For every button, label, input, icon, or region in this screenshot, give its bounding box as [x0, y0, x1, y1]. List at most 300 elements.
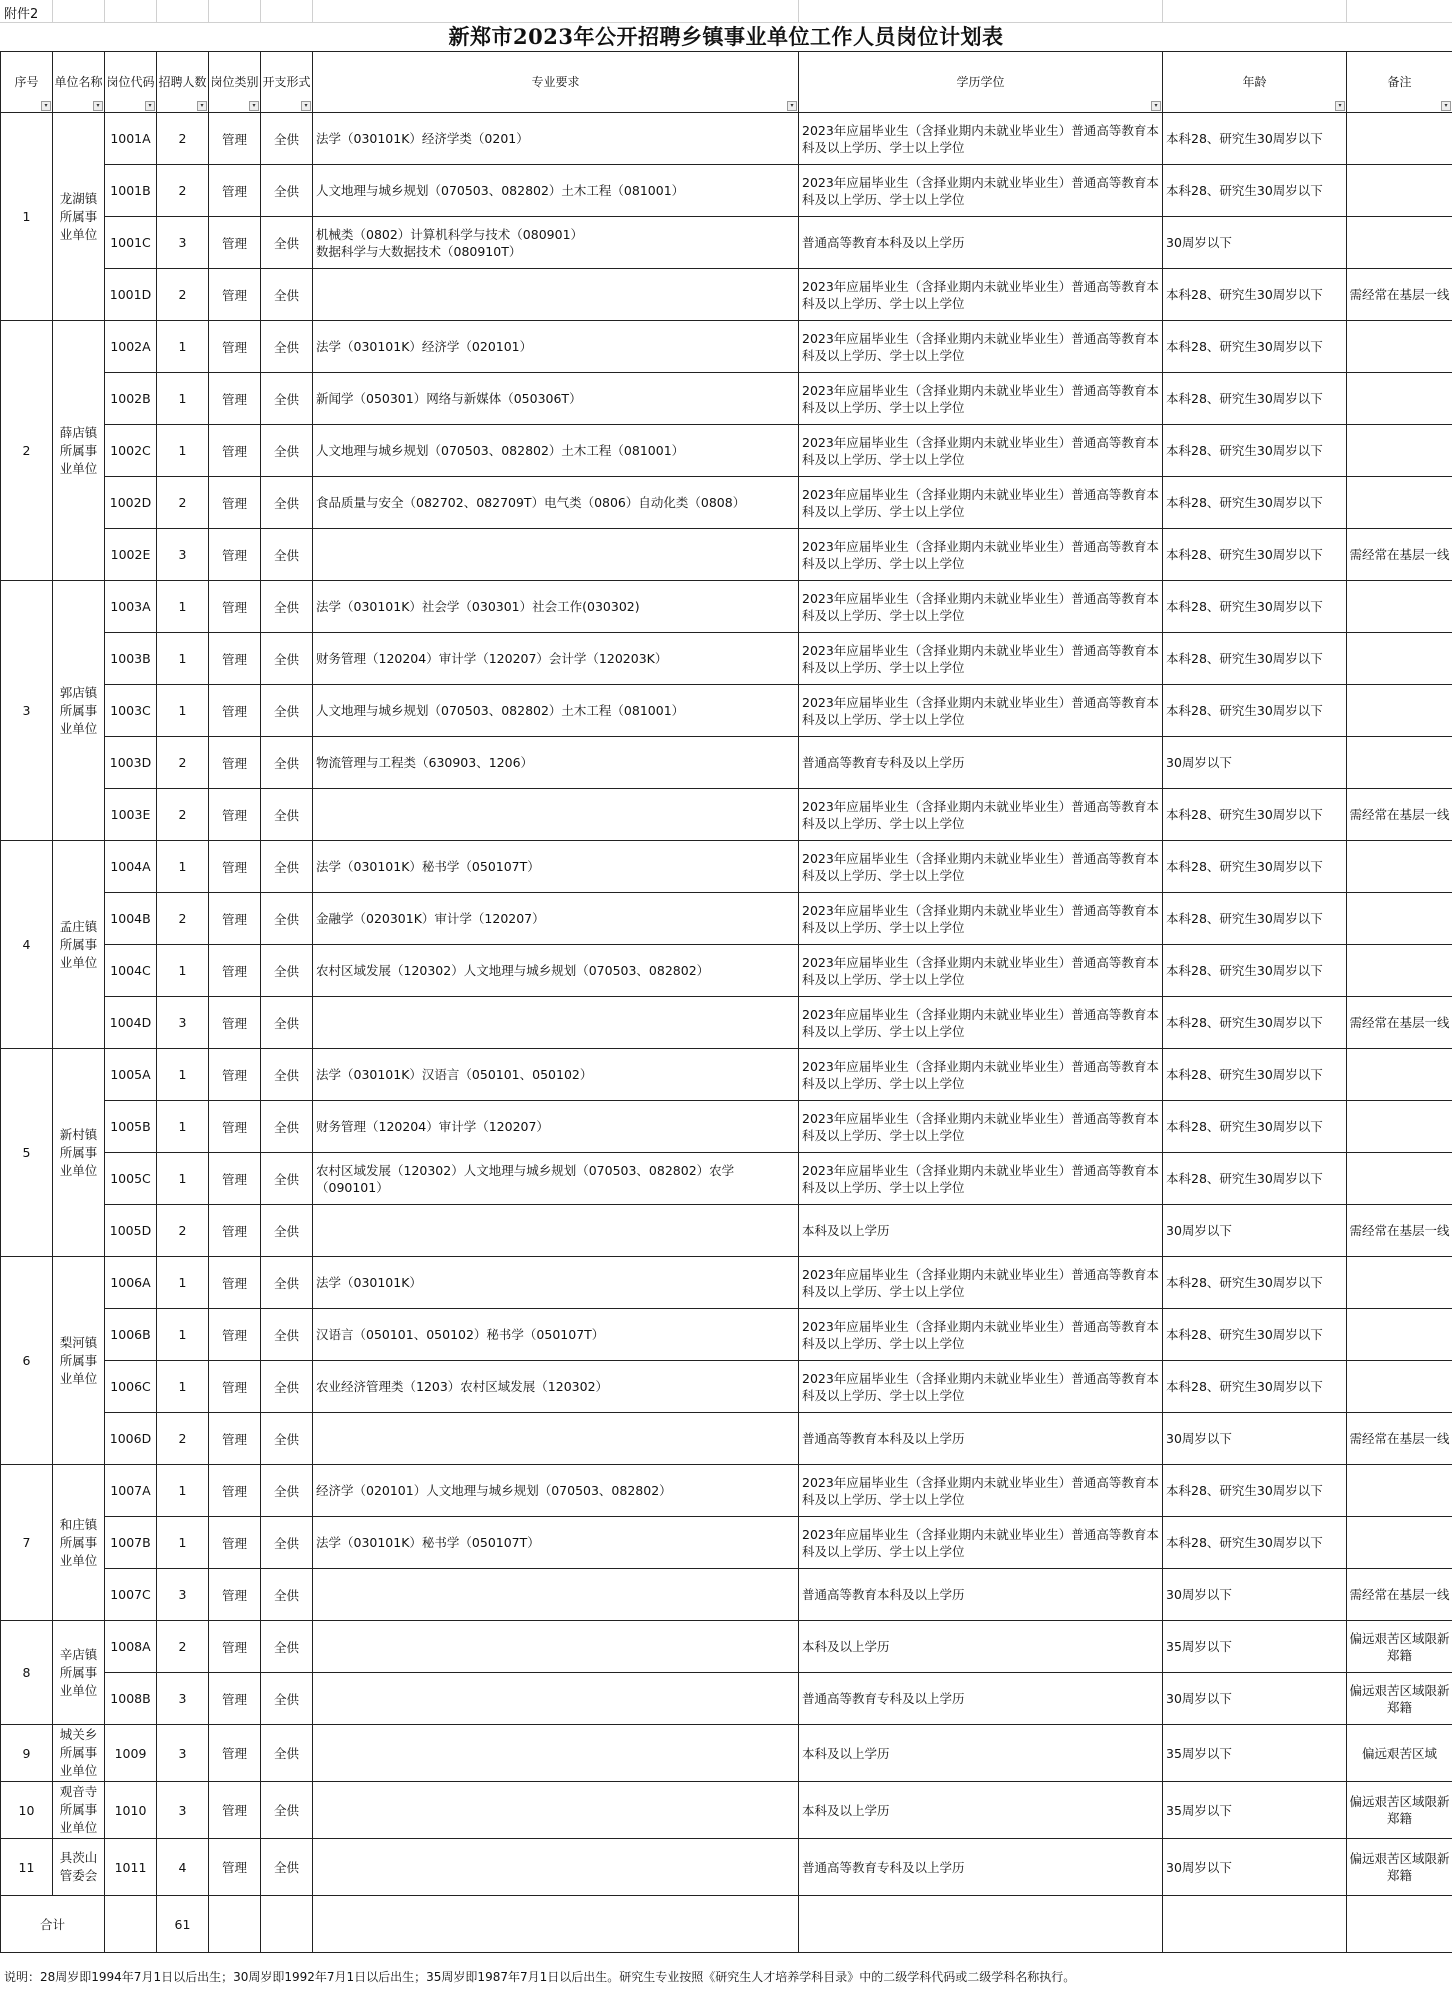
cell-position-code[interactable]: 1003B — [105, 633, 157, 685]
cell-category[interactable]: 管理 — [209, 1153, 261, 1205]
cell-hire-count[interactable]: 1 — [157, 1257, 209, 1309]
cell-empty[interactable] — [1163, 1896, 1347, 1953]
cell-unit-name[interactable]: 龙湖镇所属事业单位 — [53, 113, 105, 321]
cell-major[interactable] — [313, 1839, 799, 1896]
cell-position-code[interactable]: 1010 — [105, 1782, 157, 1839]
cell-major[interactable]: 新闻学（050301）网络与新媒体（050306T） — [313, 373, 799, 425]
cell-note[interactable] — [1347, 685, 1452, 737]
cell-empty[interactable] — [313, 1896, 799, 1953]
cell-unit-name[interactable]: 城关乡所属事业单位 — [53, 1725, 105, 1782]
cell-major[interactable] — [313, 529, 799, 581]
cell-note[interactable] — [1347, 581, 1452, 633]
cell-seq[interactable]: 10 — [1, 1782, 53, 1839]
cell-funding[interactable]: 全供 — [261, 1309, 313, 1361]
cell-hire-count[interactable]: 3 — [157, 1569, 209, 1621]
cell-category[interactable]: 管理 — [209, 1725, 261, 1782]
cell-position-code[interactable]: 1001A — [105, 113, 157, 165]
cell-hire-count[interactable]: 3 — [157, 997, 209, 1049]
cell-unit-name[interactable]: 新村镇所属事业单位 — [53, 1049, 105, 1257]
cell-age[interactable]: 35周岁以下 — [1163, 1782, 1347, 1839]
cell-position-code[interactable]: 1005B — [105, 1101, 157, 1153]
cell-funding[interactable]: 全供 — [261, 789, 313, 841]
cell-hire-count[interactable]: 1 — [157, 945, 209, 997]
cell-hire-count[interactable]: 1 — [157, 373, 209, 425]
cell-funding[interactable]: 全供 — [261, 165, 313, 217]
cell-funding[interactable]: 全供 — [261, 217, 313, 269]
cell-funding[interactable]: 全供 — [261, 425, 313, 477]
cell-major[interactable]: 农业经济管理类（1203）农村区域发展（120302） — [313, 1361, 799, 1413]
cell-seq[interactable]: 6 — [1, 1257, 53, 1465]
cell-funding[interactable]: 全供 — [261, 269, 313, 321]
cell-hire-count[interactable]: 2 — [157, 1621, 209, 1673]
cell-position-code[interactable]: 1007B — [105, 1517, 157, 1569]
cell-seq[interactable]: 8 — [1, 1621, 53, 1725]
cell-major[interactable]: 经济学（020101）人文地理与城乡规划（070503、082802） — [313, 1465, 799, 1517]
cell-age[interactable]: 30周岁以下 — [1163, 1205, 1347, 1257]
header-count[interactable] — [157, 52, 209, 113]
cell-empty[interactable] — [261, 1896, 313, 1953]
cell-hire-count[interactable]: 3 — [157, 217, 209, 269]
cell-major[interactable]: 金融学（020301K）审计学（120207） — [313, 893, 799, 945]
cell-funding[interactable]: 全供 — [261, 581, 313, 633]
header-major[interactable] — [313, 52, 799, 113]
cell-category[interactable]: 管理 — [209, 1309, 261, 1361]
cell-note[interactable]: 需经常在基层一线 — [1347, 789, 1452, 841]
cell-funding[interactable]: 全供 — [261, 1049, 313, 1101]
cell-hire-count[interactable]: 2 — [157, 1413, 209, 1465]
cell-position-code[interactable]: 1002A — [105, 321, 157, 373]
cell-age[interactable]: 本科28、研究生30周岁以下 — [1163, 633, 1347, 685]
cell-note[interactable]: 偏远艰苦区域限新郑籍 — [1347, 1673, 1452, 1725]
cell-note[interactable]: 需经常在基层一线 — [1347, 997, 1452, 1049]
cell-note[interactable] — [1347, 1049, 1452, 1101]
dropdown-filter-icon[interactable]: ▾ — [93, 101, 103, 111]
cell-age[interactable]: 本科28、研究生30周岁以下 — [1163, 477, 1347, 529]
cell-education[interactable]: 2023年应届毕业生（含择业期内未就业毕业生）普通高等教育本科及以上学历、学士以上学位 — [799, 269, 1163, 321]
header-education[interactable] — [799, 52, 1163, 113]
cell-education[interactable]: 普通高等教育本科及以上学历 — [799, 1569, 1163, 1621]
cell-note[interactable] — [1347, 425, 1452, 477]
cell-funding[interactable]: 全供 — [261, 1413, 313, 1465]
cell-position-code[interactable]: 1003E — [105, 789, 157, 841]
cell-category[interactable]: 管理 — [209, 997, 261, 1049]
cell-major[interactable] — [313, 1725, 799, 1782]
cell-major[interactable]: 食品质量与安全（082702、082709T）电气类（0806）自动化类（0808） — [313, 477, 799, 529]
cell-category[interactable]: 管理 — [209, 737, 261, 789]
cell-major[interactable] — [313, 1673, 799, 1725]
cell-note[interactable] — [1347, 165, 1452, 217]
cell-education[interactable]: 普通高等教育本科及以上学历 — [799, 217, 1163, 269]
cell-note[interactable]: 需经常在基层一线 — [1347, 269, 1452, 321]
cell-note[interactable]: 需经常在基层一线 — [1347, 529, 1452, 581]
cell-note[interactable] — [1347, 1101, 1452, 1153]
cell-category[interactable]: 管理 — [209, 581, 261, 633]
cell-major[interactable]: 法学（030101K）秘书学（050107T） — [313, 1517, 799, 1569]
cell-position-code[interactable]: 1003A — [105, 581, 157, 633]
cell-category[interactable]: 管理 — [209, 477, 261, 529]
cell-major[interactable] — [313, 1569, 799, 1621]
cell-age[interactable]: 本科28、研究生30周岁以下 — [1163, 789, 1347, 841]
cell-age[interactable]: 30周岁以下 — [1163, 1413, 1347, 1465]
cell-empty[interactable] — [799, 1896, 1163, 1953]
cell-seq[interactable]: 7 — [1, 1465, 53, 1621]
cell-age[interactable]: 本科28、研究生30周岁以下 — [1163, 269, 1347, 321]
cell-major[interactable] — [313, 1621, 799, 1673]
cell-hire-count[interactable]: 2 — [157, 893, 209, 945]
cell-major[interactable] — [313, 269, 799, 321]
cell-funding[interactable]: 全供 — [261, 1205, 313, 1257]
cell-category[interactable]: 管理 — [209, 1839, 261, 1896]
cell-education[interactable]: 本科及以上学历 — [799, 1205, 1163, 1257]
cell-position-code[interactable]: 1006A — [105, 1257, 157, 1309]
cell-note[interactable] — [1347, 1465, 1452, 1517]
cell-funding[interactable]: 全供 — [261, 113, 313, 165]
cell-hire-count[interactable]: 3 — [157, 1673, 209, 1725]
cell-age[interactable]: 本科28、研究生30周岁以下 — [1163, 1153, 1347, 1205]
cell-education[interactable]: 2023年应届毕业生（含择业期内未就业毕业生）普通高等教育本科及以上学历、学士以上学位 — [799, 373, 1163, 425]
cell-major[interactable]: 人文地理与城乡规划（070503、082802）土木工程（081001） — [313, 165, 799, 217]
cell-age[interactable]: 30周岁以下 — [1163, 1569, 1347, 1621]
cell-education[interactable]: 2023年应届毕业生（含择业期内未就业毕业生）普通高等教育本科及以上学历、学士以上学位 — [799, 165, 1163, 217]
cell-age[interactable]: 35周岁以下 — [1163, 1725, 1347, 1782]
cell-hire-count[interactable]: 1 — [157, 1153, 209, 1205]
cell-hire-count[interactable]: 1 — [157, 1465, 209, 1517]
cell-funding[interactable]: 全供 — [261, 1839, 313, 1896]
cell-education[interactable]: 普通高等教育专科及以上学历 — [799, 737, 1163, 789]
cell-position-code[interactable]: 1003D — [105, 737, 157, 789]
cell-position-code[interactable]: 1005C — [105, 1153, 157, 1205]
cell-funding[interactable]: 全供 — [261, 1673, 313, 1725]
cell-hire-count[interactable]: 3 — [157, 1782, 209, 1839]
cell-position-code[interactable]: 1011 — [105, 1839, 157, 1896]
cell-hire-count[interactable]: 3 — [157, 529, 209, 581]
cell-funding[interactable]: 全供 — [261, 1782, 313, 1839]
cell-note[interactable] — [1347, 1309, 1452, 1361]
cell-category[interactable]: 管理 — [209, 165, 261, 217]
cell-education[interactable]: 本科及以上学历 — [799, 1725, 1163, 1782]
cell-age[interactable]: 本科28、研究生30周岁以下 — [1163, 893, 1347, 945]
cell-age[interactable]: 30周岁以下 — [1163, 1673, 1347, 1725]
cell-hire-count[interactable]: 2 — [157, 165, 209, 217]
cell-category[interactable]: 管理 — [209, 1621, 261, 1673]
cell-category[interactable]: 管理 — [209, 269, 261, 321]
dropdown-filter-icon[interactable]: ▾ — [301, 101, 311, 111]
cell-age[interactable]: 本科28、研究生30周岁以下 — [1163, 1101, 1347, 1153]
cell-note[interactable] — [1347, 737, 1452, 789]
cell-category[interactable]: 管理 — [209, 321, 261, 373]
cell-education[interactable]: 普通高等教育专科及以上学历 — [799, 1673, 1163, 1725]
cell-note[interactable] — [1347, 1153, 1452, 1205]
cell-category[interactable]: 管理 — [209, 529, 261, 581]
cell-education[interactable]: 2023年应届毕业生（含择业期内未就业毕业生）普通高等教育本科及以上学历、学士以上学位 — [799, 1361, 1163, 1413]
cell-category[interactable]: 管理 — [209, 1361, 261, 1413]
cell-position-code[interactable]: 1004D — [105, 997, 157, 1049]
cell-category[interactable]: 管理 — [209, 893, 261, 945]
cell-position-code[interactable]: 1007C — [105, 1569, 157, 1621]
cell-position-code[interactable]: 1007A — [105, 1465, 157, 1517]
cell-category[interactable]: 管理 — [209, 1257, 261, 1309]
cell-major[interactable]: 人文地理与城乡规划（070503、082802）土木工程（081001） — [313, 425, 799, 477]
cell-category[interactable]: 管理 — [209, 633, 261, 685]
cell-major[interactable] — [313, 1205, 799, 1257]
cell-unit-name[interactable]: 郭店镇所属事业单位 — [53, 581, 105, 841]
cell-hire-count[interactable]: 1 — [157, 1101, 209, 1153]
cell-age[interactable]: 本科28、研究生30周岁以下 — [1163, 945, 1347, 997]
cell-funding[interactable]: 全供 — [261, 1725, 313, 1782]
cell-funding[interactable]: 全供 — [261, 1257, 313, 1309]
dropdown-filter-icon[interactable]: ▾ — [41, 101, 51, 111]
cell-seq[interactable]: 5 — [1, 1049, 53, 1257]
cell-seq[interactable]: 1 — [1, 113, 53, 321]
cell-funding[interactable]: 全供 — [261, 685, 313, 737]
cell-hire-count[interactable]: 1 — [157, 1049, 209, 1101]
cell-education[interactable]: 2023年应届毕业生（含择业期内未就业毕业生）普通高等教育本科及以上学历、学士以上学位 — [799, 1517, 1163, 1569]
cell-note[interactable] — [1347, 945, 1452, 997]
cell-education[interactable]: 2023年应届毕业生（含择业期内未就业毕业生）普通高等教育本科及以上学历、学士以上学位 — [799, 685, 1163, 737]
cell-age[interactable]: 30周岁以下 — [1163, 737, 1347, 789]
cell-note[interactable] — [1347, 841, 1452, 893]
cell-education[interactable]: 2023年应届毕业生（含择业期内未就业毕业生）普通高等教育本科及以上学历、学士以上学位 — [799, 529, 1163, 581]
cell-funding[interactable]: 全供 — [261, 1517, 313, 1569]
cell-note[interactable] — [1347, 321, 1452, 373]
cell-education[interactable]: 2023年应届毕业生（含择业期内未就业毕业生）普通高等教育本科及以上学历、学士以上学位 — [799, 1309, 1163, 1361]
cell-education[interactable]: 普通高等教育专科及以上学历 — [799, 1839, 1163, 1896]
header-code[interactable] — [105, 52, 157, 113]
dropdown-filter-icon[interactable]: ▾ — [1441, 101, 1451, 111]
cell-note[interactable]: 偏远艰苦区域限新郑籍 — [1347, 1621, 1452, 1673]
cell-category[interactable]: 管理 — [209, 113, 261, 165]
cell-seq[interactable]: 3 — [1, 581, 53, 841]
cell-hire-count[interactable]: 1 — [157, 425, 209, 477]
header-age[interactable] — [1163, 52, 1347, 113]
cell-note[interactable] — [1347, 893, 1452, 945]
cell-position-code[interactable]: 1004B — [105, 893, 157, 945]
total-count[interactable]: 61 — [157, 1896, 209, 1953]
cell-major[interactable]: 法学（030101K） — [313, 1257, 799, 1309]
cell-note[interactable] — [1347, 217, 1452, 269]
cell-note[interactable]: 需经常在基层一线 — [1347, 1569, 1452, 1621]
cell-hire-count[interactable]: 2 — [157, 737, 209, 789]
cell-category[interactable]: 管理 — [209, 1413, 261, 1465]
cell-note[interactable] — [1347, 113, 1452, 165]
cell-major[interactable]: 法学（030101K）秘书学（050107T） — [313, 841, 799, 893]
cell-education[interactable]: 2023年应届毕业生（含择业期内未就业毕业生）普通高等教育本科及以上学历、学士以上学位 — [799, 633, 1163, 685]
cell-major[interactable]: 法学（030101K）社会学（030301）社会工作(030302) — [313, 581, 799, 633]
cell-position-code[interactable]: 1006C — [105, 1361, 157, 1413]
cell-seq[interactable]: 4 — [1, 841, 53, 1049]
cell-hire-count[interactable]: 1 — [157, 685, 209, 737]
cell-hire-count[interactable]: 1 — [157, 633, 209, 685]
cell-empty[interactable] — [1347, 1896, 1452, 1953]
cell-position-code[interactable]: 1001D — [105, 269, 157, 321]
cell-category[interactable]: 管理 — [209, 1673, 261, 1725]
cell-education[interactable]: 2023年应届毕业生（含择业期内未就业毕业生）普通高等教育本科及以上学历、学士以上学位 — [799, 997, 1163, 1049]
cell-position-code[interactable]: 1008A — [105, 1621, 157, 1673]
cell-hire-count[interactable]: 2 — [157, 269, 209, 321]
cell-age[interactable]: 本科28、研究生30周岁以下 — [1163, 321, 1347, 373]
cell-age[interactable]: 35周岁以下 — [1163, 1621, 1347, 1673]
cell-category[interactable]: 管理 — [209, 1049, 261, 1101]
cell-hire-count[interactable]: 2 — [157, 477, 209, 529]
cell-note[interactable]: 偏远艰苦区域 — [1347, 1725, 1452, 1782]
cell-major[interactable]: 财务管理（120204）审计学（120207）会计学（120203K） — [313, 633, 799, 685]
cell-education[interactable]: 2023年应届毕业生（含择业期内未就业毕业生）普通高等教育本科及以上学历、学士以上学位 — [799, 945, 1163, 997]
cell-category[interactable]: 管理 — [209, 217, 261, 269]
cell-education[interactable]: 2023年应届毕业生（含择业期内未就业毕业生）普通高等教育本科及以上学历、学士以上学位 — [799, 789, 1163, 841]
dropdown-filter-icon[interactable]: ▾ — [1335, 101, 1345, 111]
cell-note[interactable]: 需经常在基层一线 — [1347, 1205, 1452, 1257]
cell-seq[interactable]: 9 — [1, 1725, 53, 1782]
cell-position-code[interactable]: 1005A — [105, 1049, 157, 1101]
cell-major[interactable] — [313, 1782, 799, 1839]
cell-hire-count[interactable]: 1 — [157, 841, 209, 893]
cell-funding[interactable]: 全供 — [261, 1465, 313, 1517]
cell-unit-name[interactable]: 观音寺所属事业单位 — [53, 1782, 105, 1839]
cell-education[interactable]: 2023年应届毕业生（含择业期内未就业毕业生）普通高等教育本科及以上学历、学士以上学位 — [799, 113, 1163, 165]
cell-hire-count[interactable]: 1 — [157, 581, 209, 633]
cell-age[interactable]: 本科28、研究生30周岁以下 — [1163, 1361, 1347, 1413]
cell-hire-count[interactable]: 2 — [157, 113, 209, 165]
cell-age[interactable]: 本科28、研究生30周岁以下 — [1163, 1309, 1347, 1361]
cell-position-code[interactable]: 1008B — [105, 1673, 157, 1725]
cell-funding[interactable]: 全供 — [261, 529, 313, 581]
cell-major[interactable]: 人文地理与城乡规划（070503、082802）土木工程（081001） — [313, 685, 799, 737]
cell-age[interactable]: 30周岁以下 — [1163, 217, 1347, 269]
cell-unit-name[interactable]: 辛店镇所属事业单位 — [53, 1621, 105, 1725]
header-category[interactable] — [209, 52, 261, 113]
cell-education[interactable]: 本科及以上学历 — [799, 1782, 1163, 1839]
cell-age[interactable]: 本科28、研究生30周岁以下 — [1163, 685, 1347, 737]
cell-category[interactable]: 管理 — [209, 1465, 261, 1517]
cell-education[interactable]: 2023年应届毕业生（含择业期内未就业毕业生）普通高等教育本科及以上学历、学士以上学位 — [799, 477, 1163, 529]
cell-funding[interactable]: 全供 — [261, 737, 313, 789]
cell-category[interactable]: 管理 — [209, 945, 261, 997]
cell-hire-count[interactable]: 1 — [157, 321, 209, 373]
cell-education[interactable]: 2023年应届毕业生（含择业期内未就业毕业生）普通高等教育本科及以上学历、学士以上学位 — [799, 581, 1163, 633]
cell-position-code[interactable]: 1004A — [105, 841, 157, 893]
dropdown-filter-icon[interactable]: ▾ — [249, 101, 259, 111]
cell-major[interactable]: 法学（030101K）汉语言（050101、050102） — [313, 1049, 799, 1101]
header-seq[interactable] — [1, 52, 53, 113]
total-label[interactable]: 合计 — [1, 1896, 105, 1953]
cell-funding[interactable]: 全供 — [261, 1621, 313, 1673]
cell-unit-name[interactable]: 孟庄镇所属事业单位 — [53, 841, 105, 1049]
cell-age[interactable]: 本科28、研究生30周岁以下 — [1163, 1257, 1347, 1309]
cell-seq[interactable]: 11 — [1, 1839, 53, 1896]
cell-age[interactable]: 本科28、研究生30周岁以下 — [1163, 581, 1347, 633]
cell-note[interactable]: 需经常在基层一线 — [1347, 1413, 1452, 1465]
cell-funding[interactable]: 全供 — [261, 321, 313, 373]
header-unit[interactable] — [53, 52, 105, 113]
cell-major[interactable]: 农村区域发展（120302）人文地理与城乡规划（070503、082802） — [313, 945, 799, 997]
cell-major[interactable]: 财务管理（120204）审计学（120207） — [313, 1101, 799, 1153]
cell-position-code[interactable]: 1002D — [105, 477, 157, 529]
cell-major[interactable] — [313, 789, 799, 841]
cell-note[interactable] — [1347, 633, 1452, 685]
cell-age[interactable]: 本科28、研究生30周岁以下 — [1163, 1049, 1347, 1101]
dropdown-filter-icon[interactable]: ▾ — [145, 101, 155, 111]
cell-education[interactable]: 2023年应届毕业生（含择业期内未就业毕业生）普通高等教育本科及以上学历、学士以上学位 — [799, 1257, 1163, 1309]
cell-hire-count[interactable]: 2 — [157, 1205, 209, 1257]
cell-note[interactable] — [1347, 1517, 1452, 1569]
cell-major[interactable]: 机械类（0802）计算机科学与技术（080901） 数据科学与大数据技术（080910T） — [313, 217, 799, 269]
cell-note[interactable]: 偏远艰苦区域限新郑籍 — [1347, 1782, 1452, 1839]
cell-category[interactable]: 管理 — [209, 789, 261, 841]
cell-age[interactable]: 本科28、研究生30周岁以下 — [1163, 1465, 1347, 1517]
cell-education[interactable]: 2023年应届毕业生（含择业期内未就业毕业生）普通高等教育本科及以上学历、学士以上学位 — [799, 893, 1163, 945]
cell-category[interactable]: 管理 — [209, 1205, 261, 1257]
cell-position-code[interactable]: 1003C — [105, 685, 157, 737]
header-note[interactable] — [1347, 52, 1452, 113]
cell-age[interactable]: 本科28、研究生30周岁以下 — [1163, 997, 1347, 1049]
cell-major[interactable]: 法学（030101K）经济学类（0201） — [313, 113, 799, 165]
cell-category[interactable]: 管理 — [209, 685, 261, 737]
cell-hire-count[interactable]: 3 — [157, 1725, 209, 1782]
cell-seq[interactable]: 2 — [1, 321, 53, 581]
cell-category[interactable]: 管理 — [209, 1782, 261, 1839]
cell-major[interactable] — [313, 1413, 799, 1465]
cell-education[interactable]: 2023年应届毕业生（含择业期内未就业毕业生）普通高等教育本科及以上学历、学士以上学位 — [799, 1465, 1163, 1517]
cell-hire-count[interactable]: 1 — [157, 1517, 209, 1569]
cell-category[interactable]: 管理 — [209, 1517, 261, 1569]
cell-position-code[interactable]: 1005D — [105, 1205, 157, 1257]
cell-funding[interactable]: 全供 — [261, 1101, 313, 1153]
dropdown-filter-icon[interactable]: ▾ — [197, 101, 207, 111]
cell-note[interactable] — [1347, 1257, 1452, 1309]
cell-funding[interactable]: 全供 — [261, 893, 313, 945]
cell-funding[interactable]: 全供 — [261, 997, 313, 1049]
cell-note[interactable] — [1347, 373, 1452, 425]
cell-hire-count[interactable]: 1 — [157, 1361, 209, 1413]
cell-age[interactable]: 本科28、研究生30周岁以下 — [1163, 165, 1347, 217]
cell-position-code[interactable]: 1002B — [105, 373, 157, 425]
cell-major[interactable]: 汉语言（050101、050102）秘书学（050107T） — [313, 1309, 799, 1361]
cell-education[interactable]: 2023年应届毕业生（含择业期内未就业毕业生）普通高等教育本科及以上学历、学士以上学位 — [799, 1101, 1163, 1153]
cell-unit-name[interactable]: 具茨山管委会 — [53, 1839, 105, 1896]
cell-funding[interactable]: 全供 — [261, 1153, 313, 1205]
cell-position-code[interactable]: 1002E — [105, 529, 157, 581]
cell-position-code[interactable]: 1004C — [105, 945, 157, 997]
cell-major[interactable]: 物流管理与工程类（630903、1206） — [313, 737, 799, 789]
cell-education[interactable]: 2023年应届毕业生（含择业期内未就业毕业生）普通高等教育本科及以上学历、学士以上学位 — [799, 425, 1163, 477]
cell-funding[interactable]: 全供 — [261, 1361, 313, 1413]
cell-hire-count[interactable]: 4 — [157, 1839, 209, 1896]
cell-age[interactable]: 30周岁以下 — [1163, 1839, 1347, 1896]
cell-age[interactable]: 本科28、研究生30周岁以下 — [1163, 425, 1347, 477]
cell-category[interactable]: 管理 — [209, 1101, 261, 1153]
cell-funding[interactable]: 全供 — [261, 945, 313, 997]
cell-funding[interactable]: 全供 — [261, 633, 313, 685]
dropdown-filter-icon[interactable]: ▾ — [787, 101, 797, 111]
cell-category[interactable]: 管理 — [209, 841, 261, 893]
cell-education[interactable]: 2023年应届毕业生（含择业期内未就业毕业生）普通高等教育本科及以上学历、学士以上学位 — [799, 1153, 1163, 1205]
cell-funding[interactable]: 全供 — [261, 1569, 313, 1621]
cell-position-code[interactable]: 1001C — [105, 217, 157, 269]
cell-major[interactable] — [313, 997, 799, 1049]
cell-category[interactable]: 管理 — [209, 373, 261, 425]
cell-empty[interactable] — [105, 1896, 157, 1953]
cell-age[interactable]: 本科28、研究生30周岁以下 — [1163, 1517, 1347, 1569]
cell-hire-count[interactable]: 2 — [157, 789, 209, 841]
cell-age[interactable]: 本科28、研究生30周岁以下 — [1163, 373, 1347, 425]
cell-major[interactable]: 农村区域发展（120302）人文地理与城乡规划（070503、082802）农学（090101） — [313, 1153, 799, 1205]
header-funding[interactable] — [261, 52, 313, 113]
cell-position-code[interactable]: 1006B — [105, 1309, 157, 1361]
cell-education[interactable]: 2023年应届毕业生（含择业期内未就业毕业生）普通高等教育本科及以上学历、学士以上学位 — [799, 1049, 1163, 1101]
cell-education[interactable]: 普通高等教育本科及以上学历 — [799, 1413, 1163, 1465]
cell-age[interactable]: 本科28、研究生30周岁以下 — [1163, 113, 1347, 165]
cell-unit-name[interactable]: 和庄镇所属事业单位 — [53, 1465, 105, 1621]
